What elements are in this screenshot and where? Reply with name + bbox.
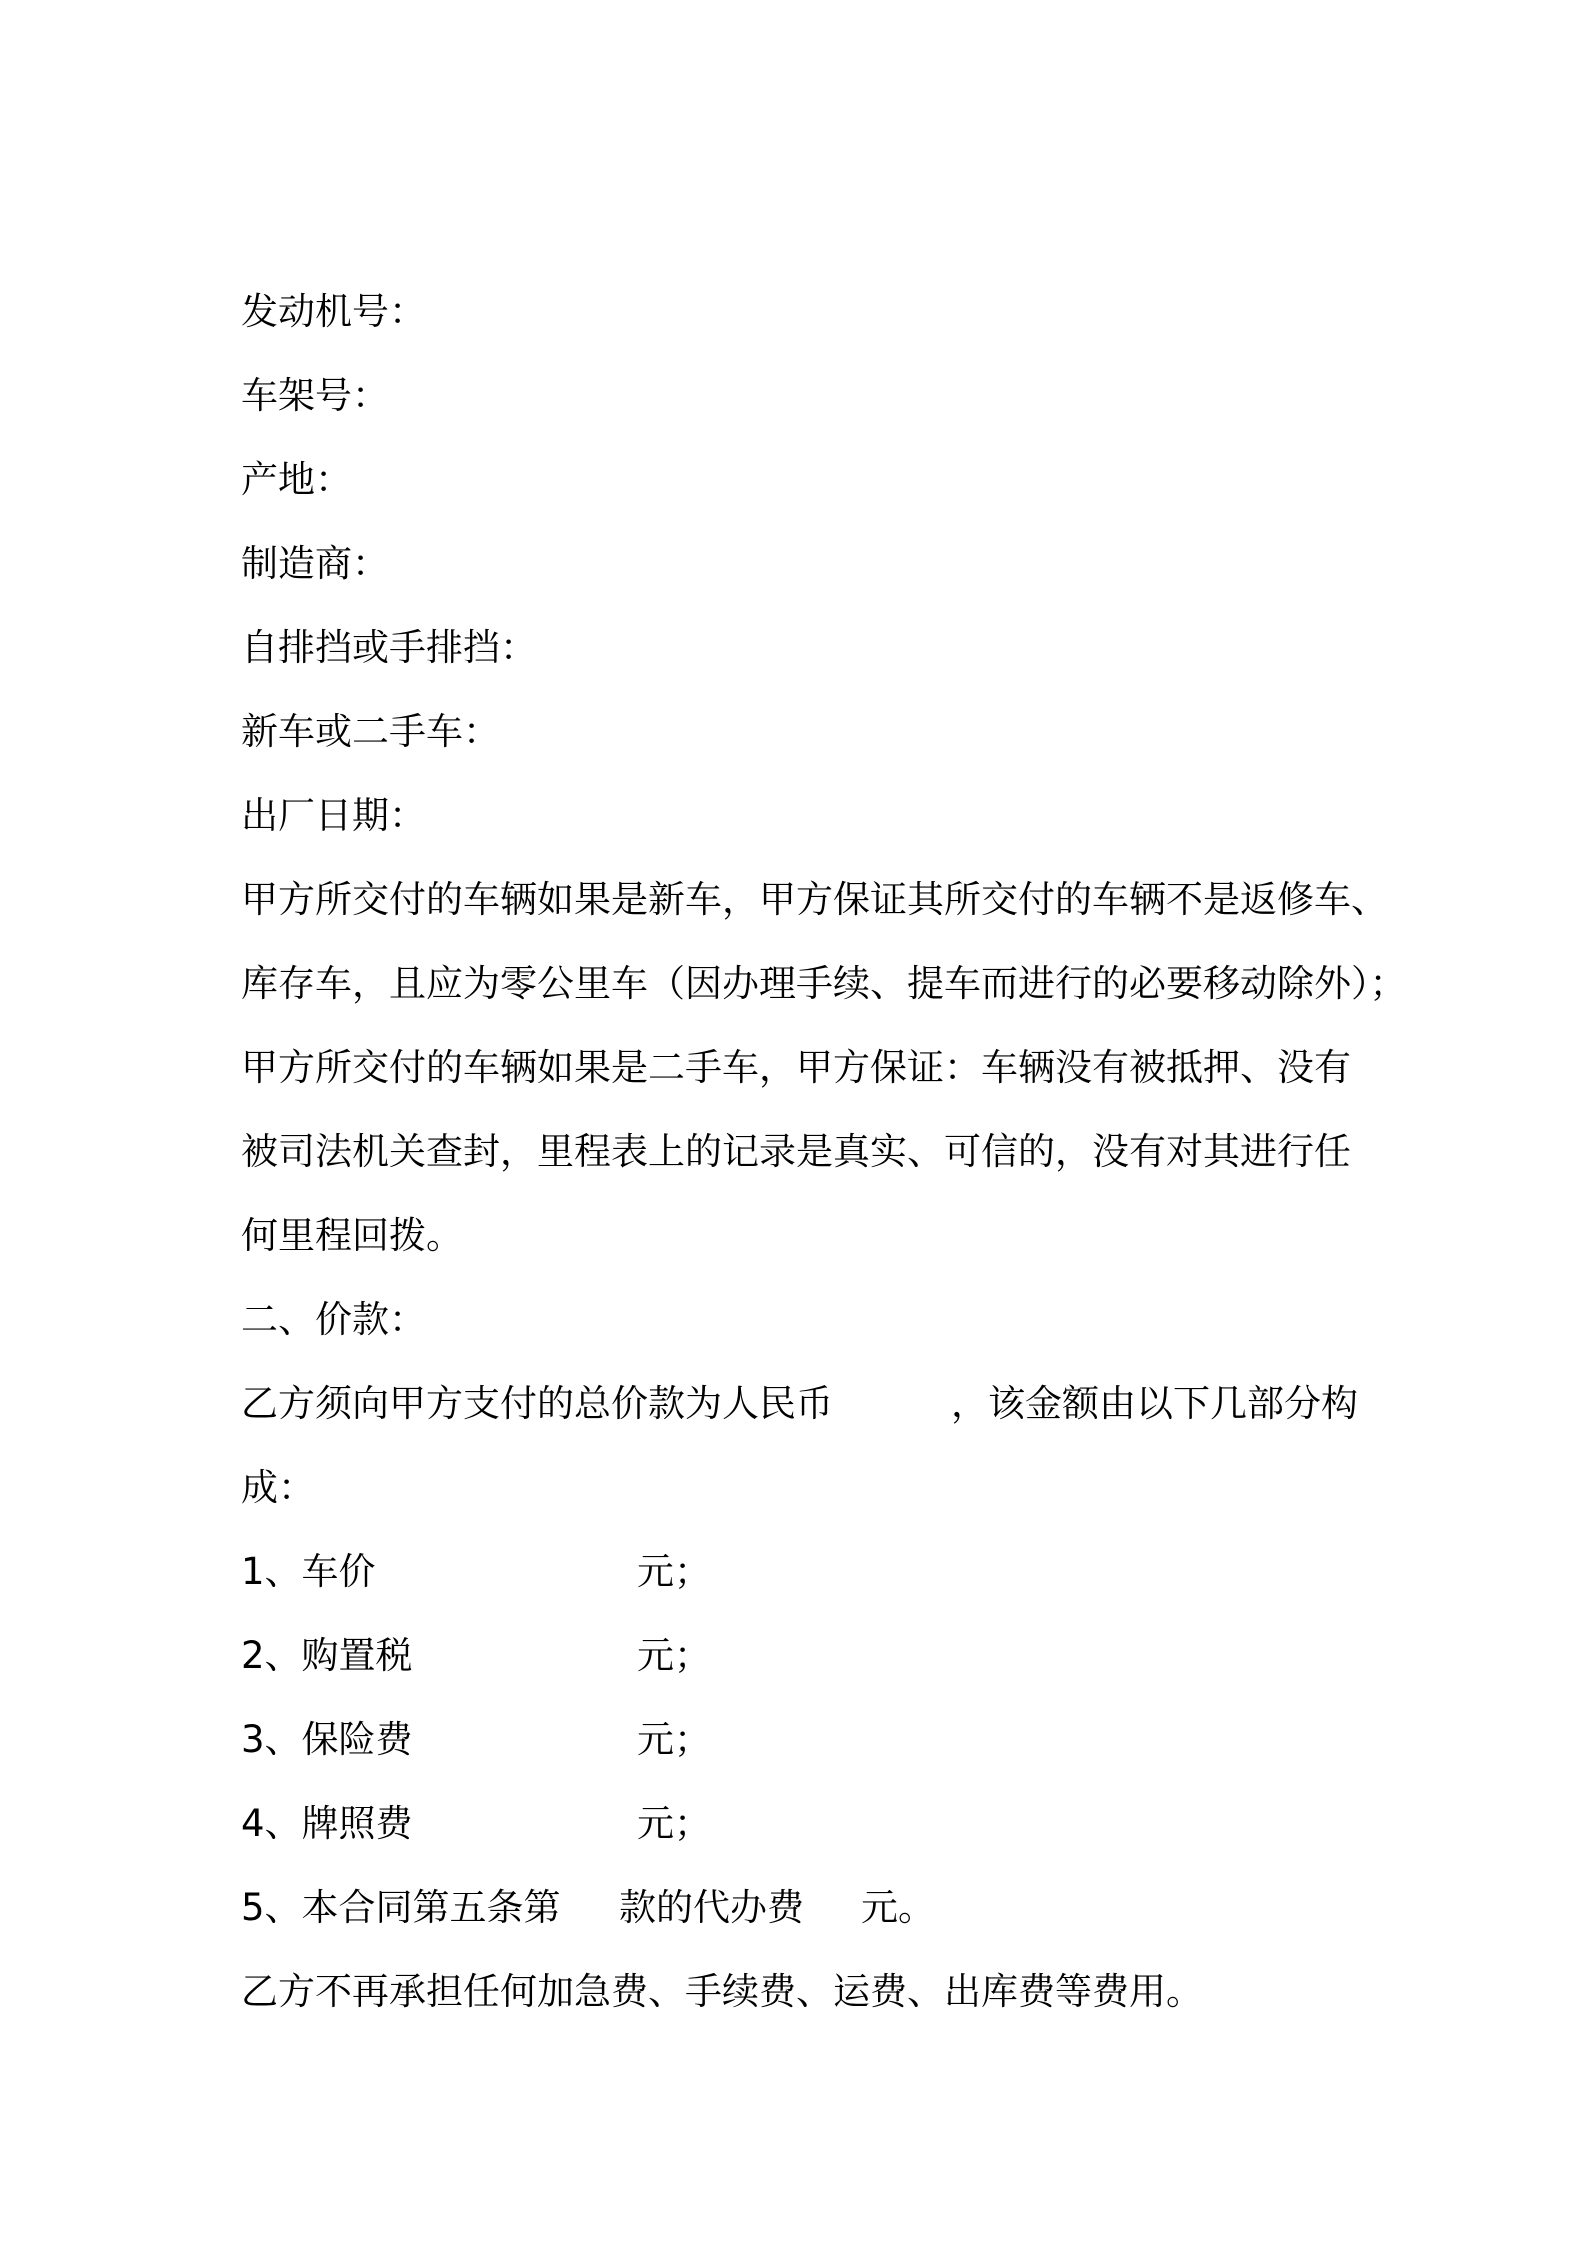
- origin-field: 产地：: [241, 458, 352, 501]
- price-item-unit: 元；: [637, 1634, 711, 1677]
- total-price-intro-text: 乙方须向甲方支付的总价款为人民币: [241, 1382, 833, 1425]
- price-item-label: 4、牌照费: [241, 1802, 413, 1845]
- frame-number-field: 车架号：: [241, 374, 389, 417]
- engine-number-field: 发动机号：: [241, 290, 426, 333]
- price-item-3: [241, 1716, 1041, 1764]
- price-item-5: [241, 1884, 1141, 1932]
- price-item-unit: 元；: [637, 1718, 711, 1761]
- price-item-1: [241, 1548, 1041, 1596]
- price-item-unit: 元；: [637, 1802, 711, 1845]
- price-item-unit: 元；: [637, 1550, 711, 1593]
- used-car-clause-line-1: 甲方所交付的车辆如果是二手车，甲方保证：车辆没有被抵押、没有: [241, 1046, 1351, 1089]
- used-car-clause-line-2: 被司法机关查封，里程表上的记录是真实、可信的，没有对其进行任: [241, 1130, 1351, 1173]
- transmission-field: 自排挡或手排挡：: [241, 626, 537, 669]
- price-item-5-label: 5、本合同第五条第: [241, 1886, 561, 1929]
- used-car-clause-line-3: 何里程回拨。: [241, 1214, 463, 1257]
- price-item-5-unit: 元。: [861, 1886, 935, 1929]
- no-extra-fees-clause: 乙方不再承担任何加急费、手续费、运费、出库费等费用。: [241, 1970, 1203, 2013]
- price-item-2: [241, 1632, 1041, 1680]
- price-item-4: [241, 1800, 1041, 1848]
- price-item-5-fee-label: 款的代办费: [619, 1886, 804, 1929]
- total-price-intro: [241, 1380, 1371, 1428]
- price-item-label: 1、车价: [241, 1550, 376, 1593]
- total-price-intro-end: 成：: [241, 1466, 315, 1509]
- total-price-intro-continuation: ，该金额由以下几部分构: [951, 1382, 1358, 1425]
- section-heading-price: 二、价款：: [241, 1298, 426, 1341]
- new-car-clause-line-1: 甲方所交付的车辆如果是新车，甲方保证其所交付的车辆不是返修车、: [241, 878, 1388, 921]
- production-date-field: 出厂日期：: [241, 794, 426, 837]
- new-car-clause-line-2: 库存车，且应为零公里车（因办理手续、提车而进行的必要移动除外）；: [241, 962, 1407, 1005]
- price-item-label: 3、保险费: [241, 1718, 413, 1761]
- price-item-label: 2、购置税: [241, 1634, 413, 1677]
- manufacturer-field: 制造商：: [241, 542, 389, 585]
- new-or-used-field: 新车或二手车：: [241, 710, 500, 753]
